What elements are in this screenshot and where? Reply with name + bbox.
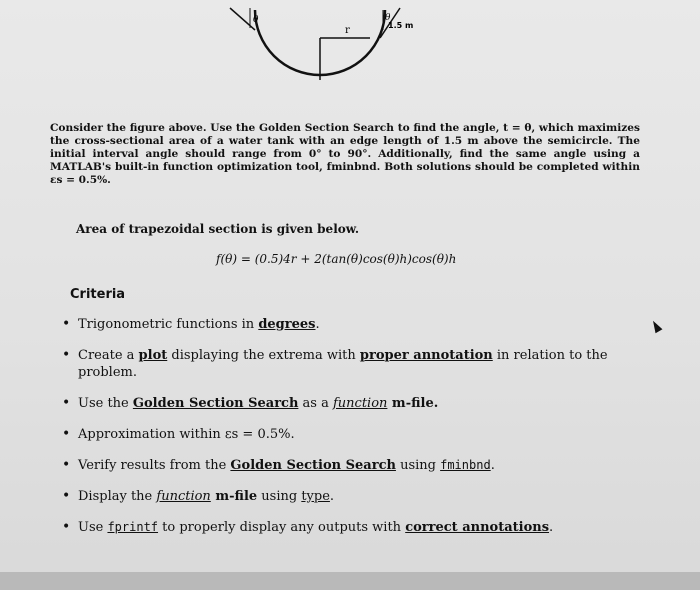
tank-figure bbox=[215, 0, 435, 110]
criteria-text: Use the bbox=[78, 396, 133, 411]
criteria-text: using bbox=[395, 458, 441, 473]
criteria-text: m-file. bbox=[387, 396, 439, 411]
criteria-code: type bbox=[301, 489, 330, 504]
criteria-text: Approximation within εs = 0.5%. bbox=[78, 427, 295, 442]
theta-label-left: θ bbox=[253, 15, 259, 25]
criteria-text: Create a bbox=[78, 348, 139, 363]
criteria-item bbox=[62, 395, 662, 412]
criteria-text: as a bbox=[298, 396, 333, 411]
criteria-item bbox=[62, 347, 662, 381]
criteria-item bbox=[62, 457, 662, 474]
criteria-text: displaying the extrema with bbox=[167, 348, 360, 363]
criteria-item bbox=[62, 488, 662, 505]
criteria-text: . bbox=[490, 458, 495, 473]
bottom-edge bbox=[0, 572, 700, 590]
criteria-text: m-file bbox=[210, 489, 258, 504]
theta-label-right: θ bbox=[385, 13, 391, 23]
criteria-item bbox=[62, 519, 662, 536]
criteria-text: . bbox=[315, 317, 320, 332]
area-label: Area of trapezoidal section is given below. bbox=[76, 222, 360, 236]
criteria-code: fprintf bbox=[107, 520, 159, 534]
criteria-emphasis: proper annotation bbox=[359, 348, 493, 363]
criteria-text: Trigonometric functions in bbox=[78, 317, 259, 332]
criteria-text: . bbox=[329, 489, 335, 504]
tank-diagram bbox=[215, 0, 435, 110]
problem-statement: Consider the figure above. Use the Golden Section Search to find the angle, t = θ, which maximizes the cross-sectional area of a water tank with an edge length of 1.5 m above the semicircle. The initial interval angle should range from 0° to 90°. Additionally, find the same angle using a MATLAB's built-in function optimization tool, fminbnd. Both solutions should be completed within εs = 0.5%. bbox=[50, 122, 640, 187]
criteria-emphasis: Golden Section Search bbox=[230, 458, 396, 473]
criteria-emphasis: function bbox=[332, 396, 388, 411]
edge-length-label: 1.5 m bbox=[388, 21, 414, 30]
criteria-emphasis: Golden Section Search bbox=[132, 396, 299, 411]
criteria-item bbox=[62, 316, 662, 333]
criteria-text: Verify results from the bbox=[78, 458, 231, 473]
area-formula: f(θ) = (0.5)4r + 2(tan(θ)cos(θ)h)cos(θ)h bbox=[216, 252, 457, 266]
criteria-emphasis: plot bbox=[138, 348, 168, 363]
criteria-text: . bbox=[549, 520, 554, 535]
criteria-code: fminbnd bbox=[440, 458, 491, 472]
criteria-text: using bbox=[257, 489, 302, 504]
criteria-text: to properly display any outputs with bbox=[158, 520, 406, 535]
criteria-text: Use bbox=[78, 520, 108, 535]
criteria-emphasis: degrees bbox=[258, 317, 316, 332]
criteria-list bbox=[62, 316, 662, 550]
criteria-emphasis: function bbox=[156, 489, 211, 504]
criteria-heading: Criteria bbox=[70, 287, 126, 302]
criteria-item bbox=[62, 426, 662, 443]
criteria-text: Display the bbox=[78, 489, 157, 504]
radius-label: r bbox=[345, 25, 350, 36]
criteria-text: in relation to the problem. bbox=[78, 348, 608, 380]
criteria-emphasis: correct annotations bbox=[405, 520, 550, 535]
